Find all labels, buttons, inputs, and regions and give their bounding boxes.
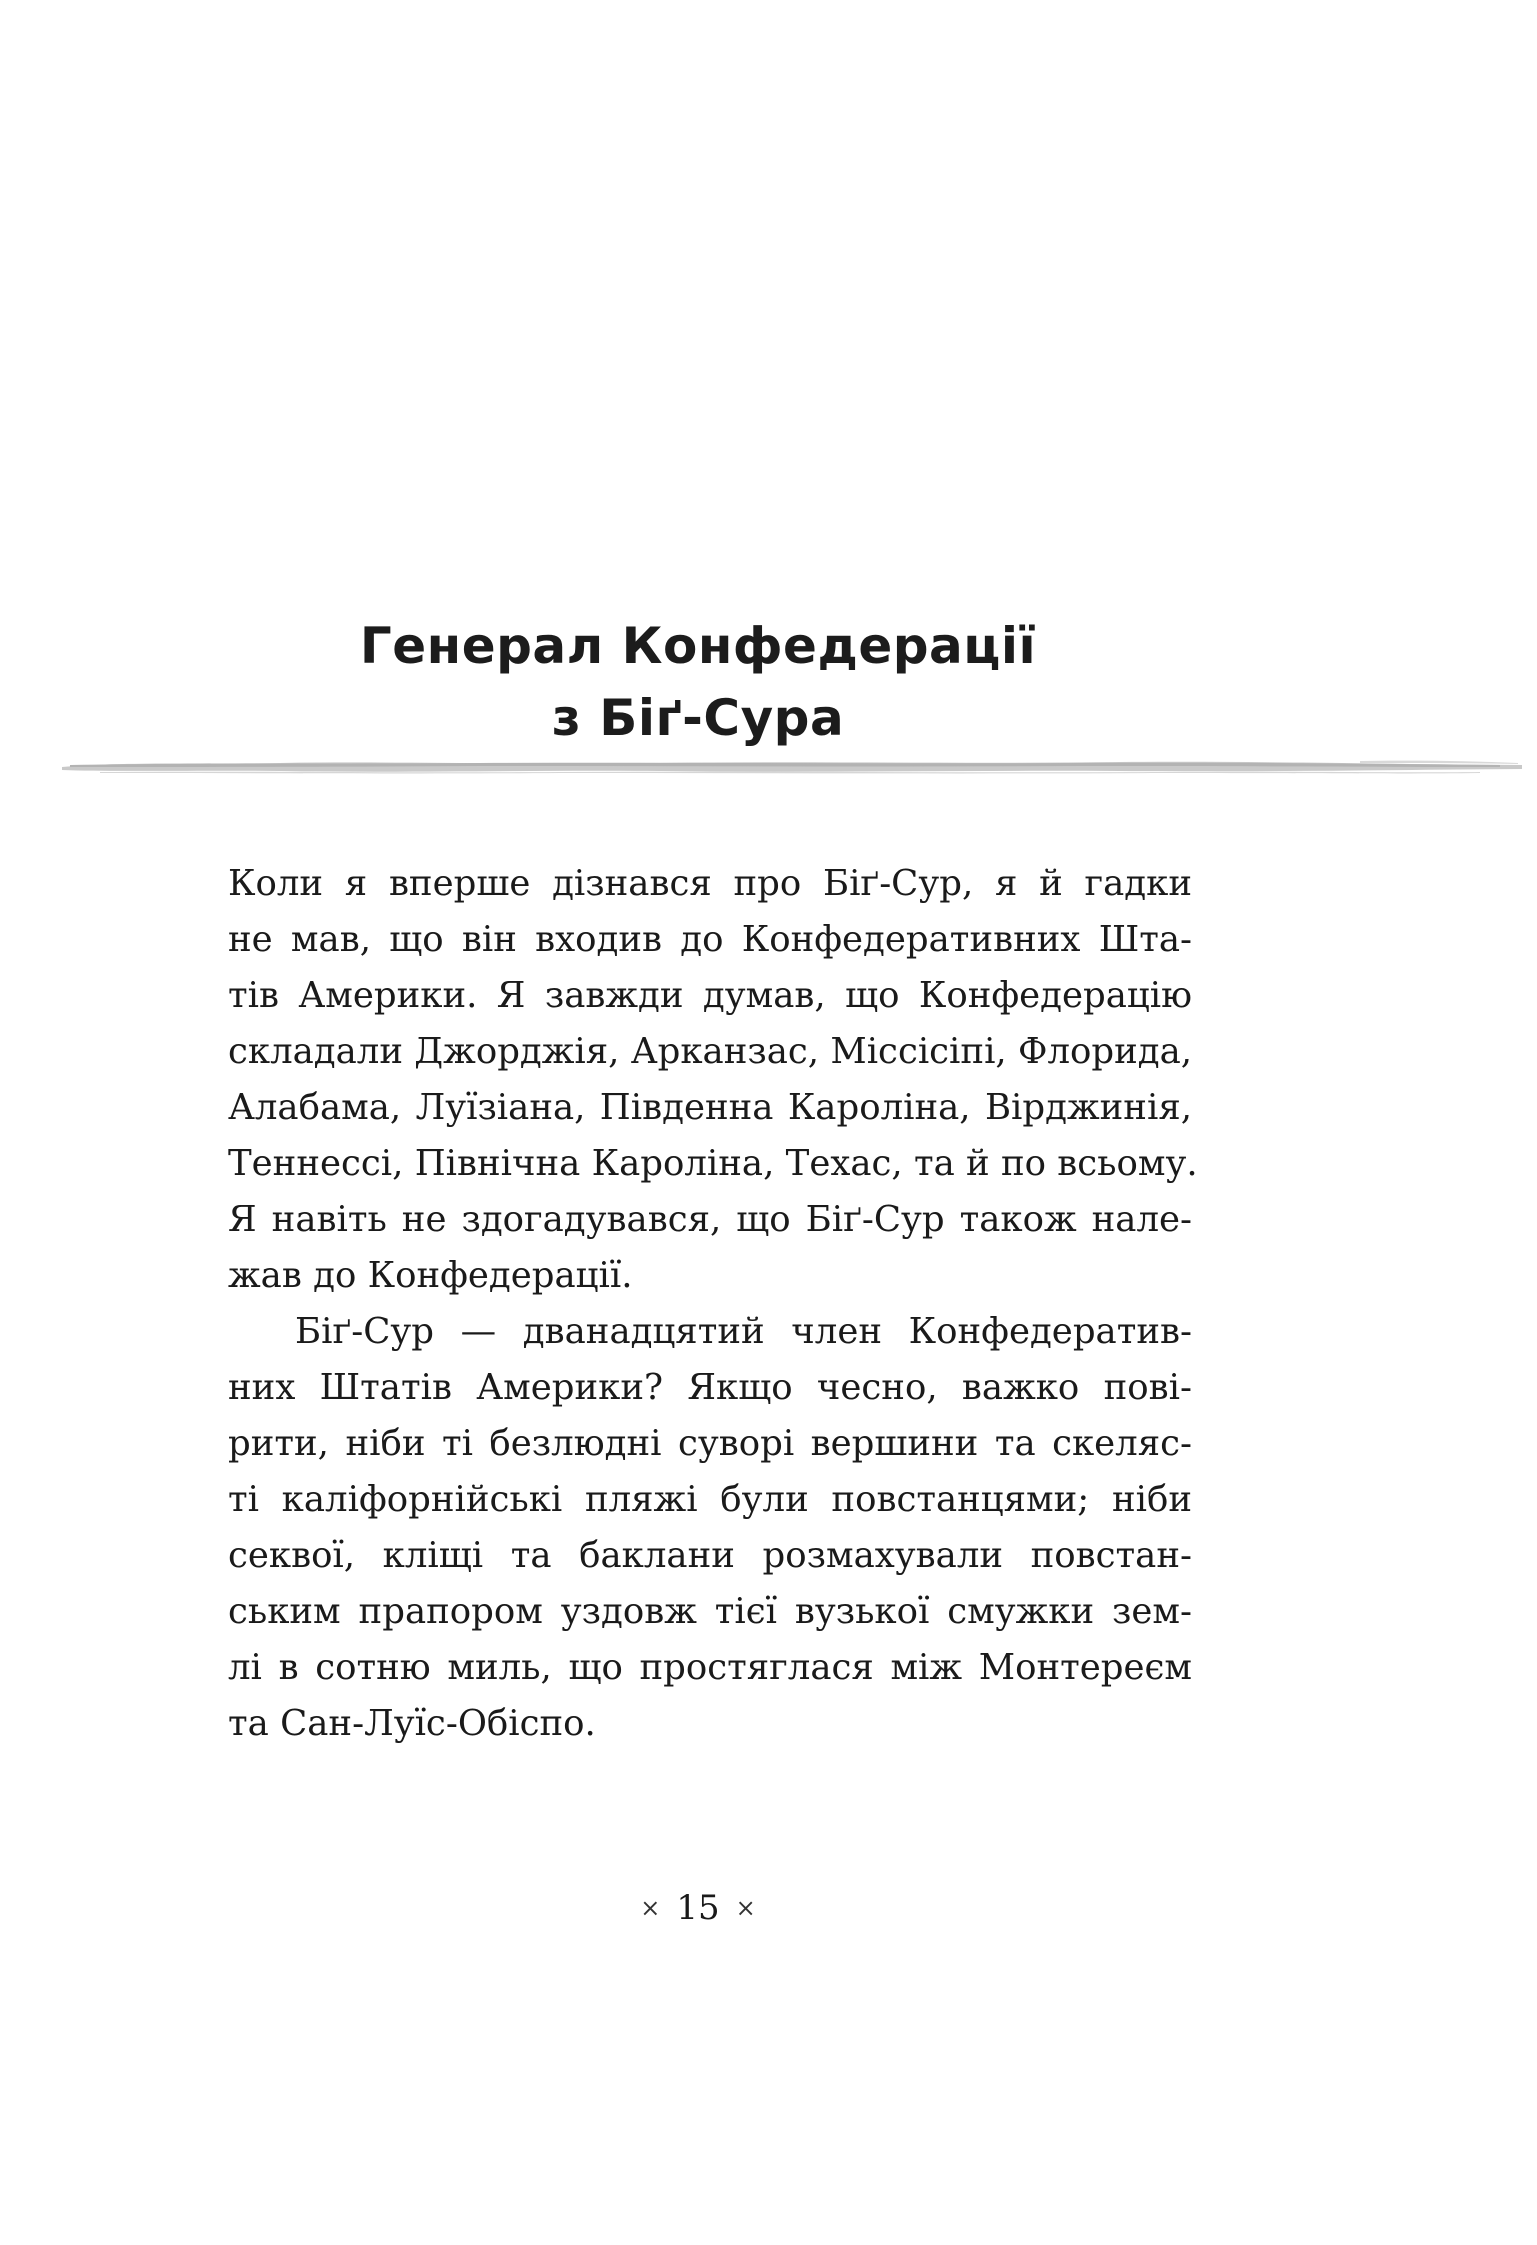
text-line: Я навіть не здогадувався, що Біґ-Сур також нале- xyxy=(228,1199,1192,1240)
text-line: Біґ-Сур — дванадцятий член Конфедератив- xyxy=(295,1311,1192,1352)
text-line: та Сан-Луїс-Обіспо. xyxy=(228,1703,596,1744)
text-line: складали Джорджія, Арканзас, Міссісіпі, Флорида, xyxy=(228,1031,1193,1072)
folio-ornament-left-icon: × xyxy=(640,1894,661,1922)
text-line: секвої, кліщі та баклани розмахували повстан- xyxy=(228,1535,1192,1576)
text-line: жав до Конфедерації. xyxy=(228,1255,633,1296)
page-number-footer xyxy=(0,1888,1396,1928)
text-line: лі в сотню миль, що простяглася між Монтереєм xyxy=(228,1647,1192,1688)
text-line: рити, ніби ті безлюдні суворі вершини та скеляс- xyxy=(228,1423,1192,1464)
chapter-body xyxy=(228,856,1198,1752)
chapter-title-line-1: Генерал Конфедерації xyxy=(359,616,1037,675)
text-line: Алабама, Луїзіана, Південна Кароліна, Вірджинія, xyxy=(228,1087,1192,1128)
text-line: ті каліфорнійські пляжі були повстанцями; ніби xyxy=(228,1479,1192,1520)
text-line: тів Америки. Я завжди думав, що Конфедерацію xyxy=(228,975,1192,1016)
text-line: не мав, що він входив до Конфедеративних Шта- xyxy=(228,919,1192,960)
paragraph-2 xyxy=(228,1304,1192,1752)
page-number: 15 xyxy=(676,1888,720,1928)
text-line: Теннессі, Північна Кароліна, Техас, та й по всьому. xyxy=(228,1143,1198,1184)
chapter-title xyxy=(0,610,1396,754)
folio-ornament-right-icon: × xyxy=(735,1894,756,1922)
text-line: Коли я вперше дізнався про Біґ-Сур, я й гадки xyxy=(228,863,1192,904)
text-line: них Штатів Америки? Якщо чесно, важко пові- xyxy=(228,1367,1192,1408)
brush-stroke-divider xyxy=(60,752,1526,782)
chapter-title-line-2: з Біґ-Сура xyxy=(551,688,845,747)
paragraph-1 xyxy=(228,856,1198,1304)
text-line: ським прапором уздовж тієї вузької смужки зем- xyxy=(228,1591,1192,1632)
